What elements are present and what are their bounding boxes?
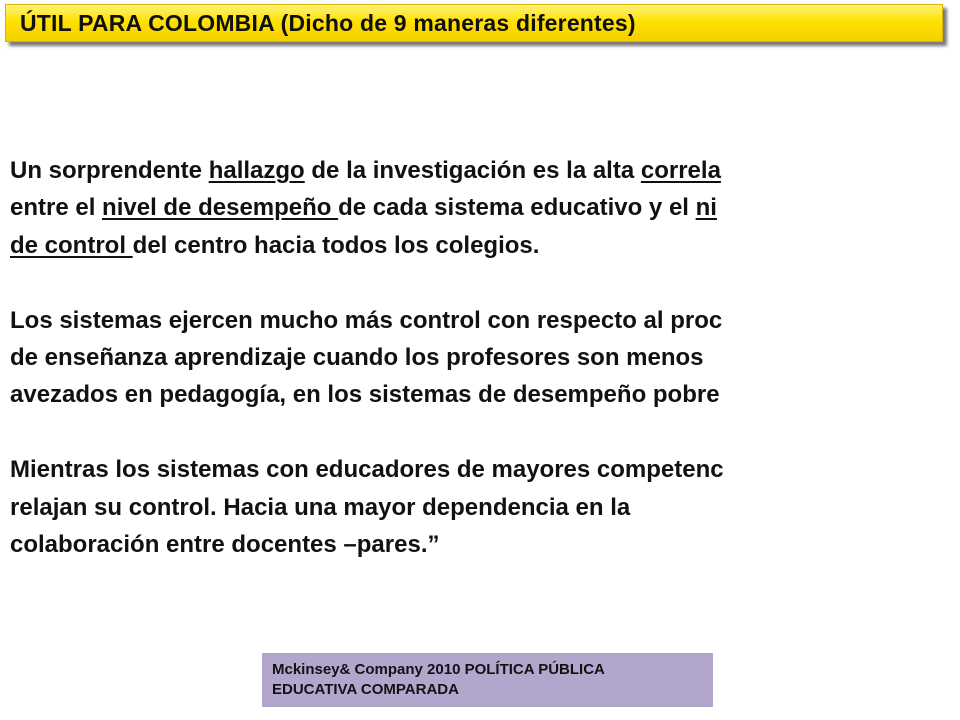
source-line-1: Mckinsey& Company 2010 POLÍTICA PÚBLICA	[272, 661, 605, 678]
paragraph-2-line-2: de enseñanza aprendizaje cuando los profesores son menos	[10, 343, 704, 371]
paragraph-3-line-1: Mientras los sistemas con educadores de mayores competenc	[10, 456, 724, 484]
slide-body-text	[10, 152, 960, 563]
text-fragment: entre el	[10, 194, 103, 222]
paragraph-spacer	[10, 264, 960, 301]
underlined-term-de-control: de control	[10, 231, 133, 259]
slide-title: ÚTIL PARA COLOMBIA (Dicho de 9 maneras diferentes)	[20, 10, 636, 36]
source-citation-box	[262, 653, 713, 707]
paragraph-2-line-3: avezados en pedagogía, en los sistemas de desempeño pobre	[10, 381, 720, 409]
text-fragment: de la investigación es la alta	[304, 157, 641, 184]
underlined-term-hallazgo: hallazgo	[208, 157, 305, 184]
paragraph-3-line-2: relajan su control. Hacia una mayor dependencia en la	[10, 493, 631, 521]
paragraph-1-line-3	[10, 227, 960, 264]
text-fragment: del centro hacia todos los colegios.	[132, 231, 540, 259]
paragraph-2-line-1: Los sistemas ejercen mucho más control con respecto al proc	[10, 306, 723, 334]
underlined-term-nivel-desempeno: nivel de desempeño	[102, 194, 339, 222]
paragraph-1-line-1	[10, 152, 960, 189]
slide-title-banner	[5, 4, 943, 42]
paragraph-1-line-2	[10, 189, 960, 226]
paragraph-spacer	[10, 414, 960, 451]
paragraph-3-line-3: colaboración entre docentes –pares.”	[10, 530, 440, 558]
underlined-term-correlacion: correla	[640, 157, 721, 184]
text-fragment: Un sorprendente	[10, 157, 209, 184]
text-fragment: de cada sistema educativo y el	[338, 194, 696, 222]
underlined-term-nivel: ni	[695, 194, 717, 222]
source-line-2: EDUCATIVA COMPARADA	[272, 681, 459, 698]
